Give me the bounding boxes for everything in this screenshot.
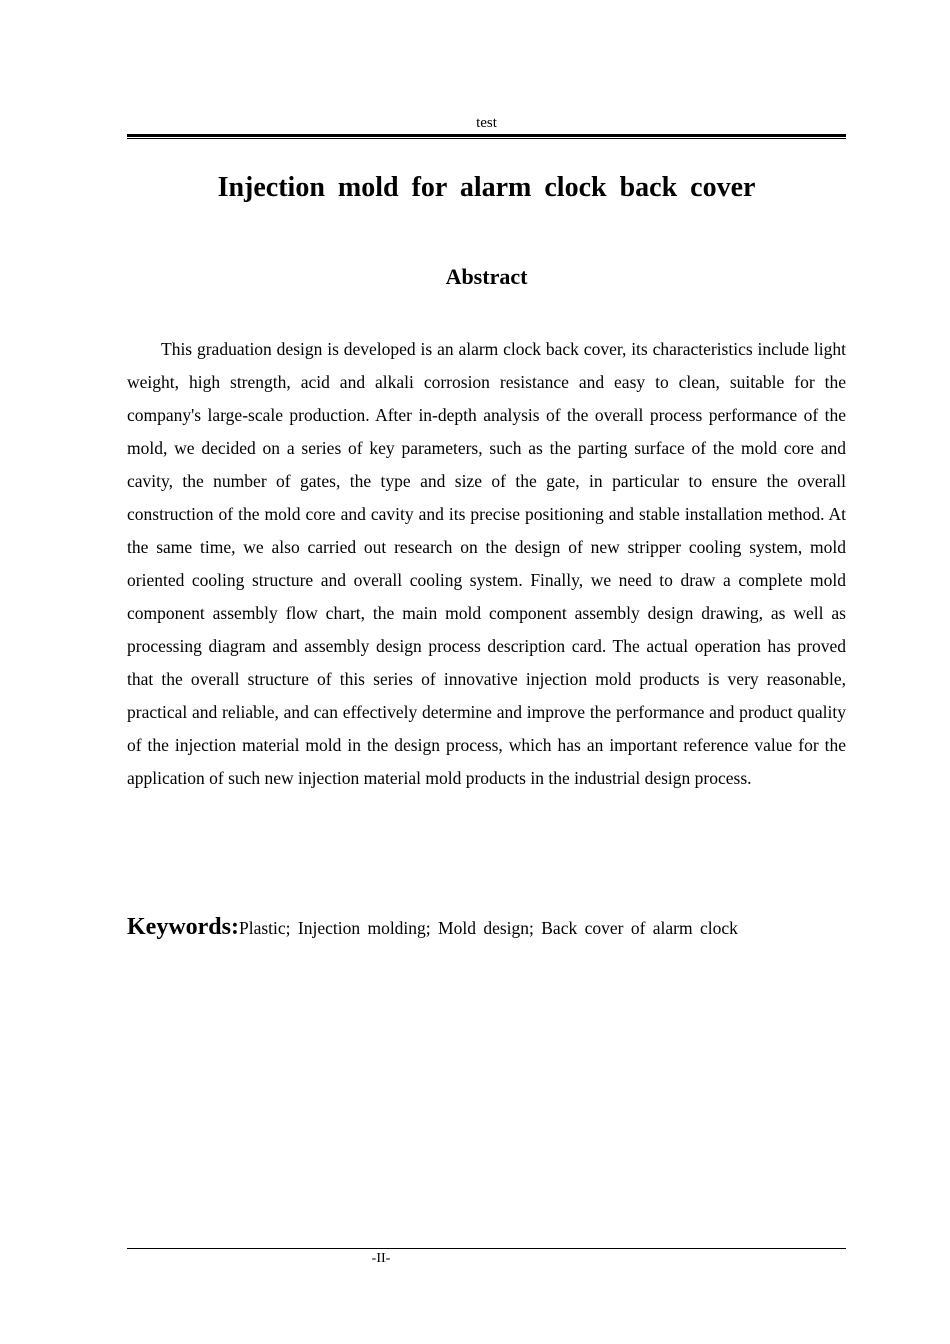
keywords-text: Plastic; Injection molding; Mold design; Back cover of alarm clock: [238, 918, 738, 938]
running-header: test: [476, 115, 497, 131]
header-rule-thick: [127, 134, 846, 137]
abstract-heading: Abstract: [445, 264, 528, 289]
document-title: Injection mold for alarm clock back cover: [217, 172, 756, 203]
keywords-label: Keywords:: [127, 914, 239, 940]
header-rule-thin: [127, 138, 846, 139]
footer-rule: [127, 1248, 846, 1249]
page-number: -II-: [371, 1251, 391, 1266]
abstract-body: This graduation design is developed is an alarm clock back cover, its characteristics include light weight, high strength, acid and alkali corrosion resistance and easy to clean, suitable for the company's large-scale production. After in-depth analysis of the overall process performance of the mold, we decided on a series of key parameters, such as the parting surface of the mold core and cavity, the number of gates, the type and size of the gate, in particular to ensure the overall construction of the mold core and cavity and its precise positioning and stable installation method. At the same time, we also carried out research on the design of new stripper cooling system, mold oriented cooling structure and overall cooling system. Finally, we need to draw a complete mold component assembly flow chart, the main mold component assembly design drawing, as well as processing diagram and assembly design process description card. The actual operation has proved that the overall structure of this series of innovative injection mold products is very reasonable, practical and reliable, and can effectively determine and improve the performance and product quality of the injection material mold in the design process, which has an important reference value for the application of such new injection material mold products in the industrial design process.: [127, 339, 846, 788]
keywords-line: [127, 910, 846, 947]
